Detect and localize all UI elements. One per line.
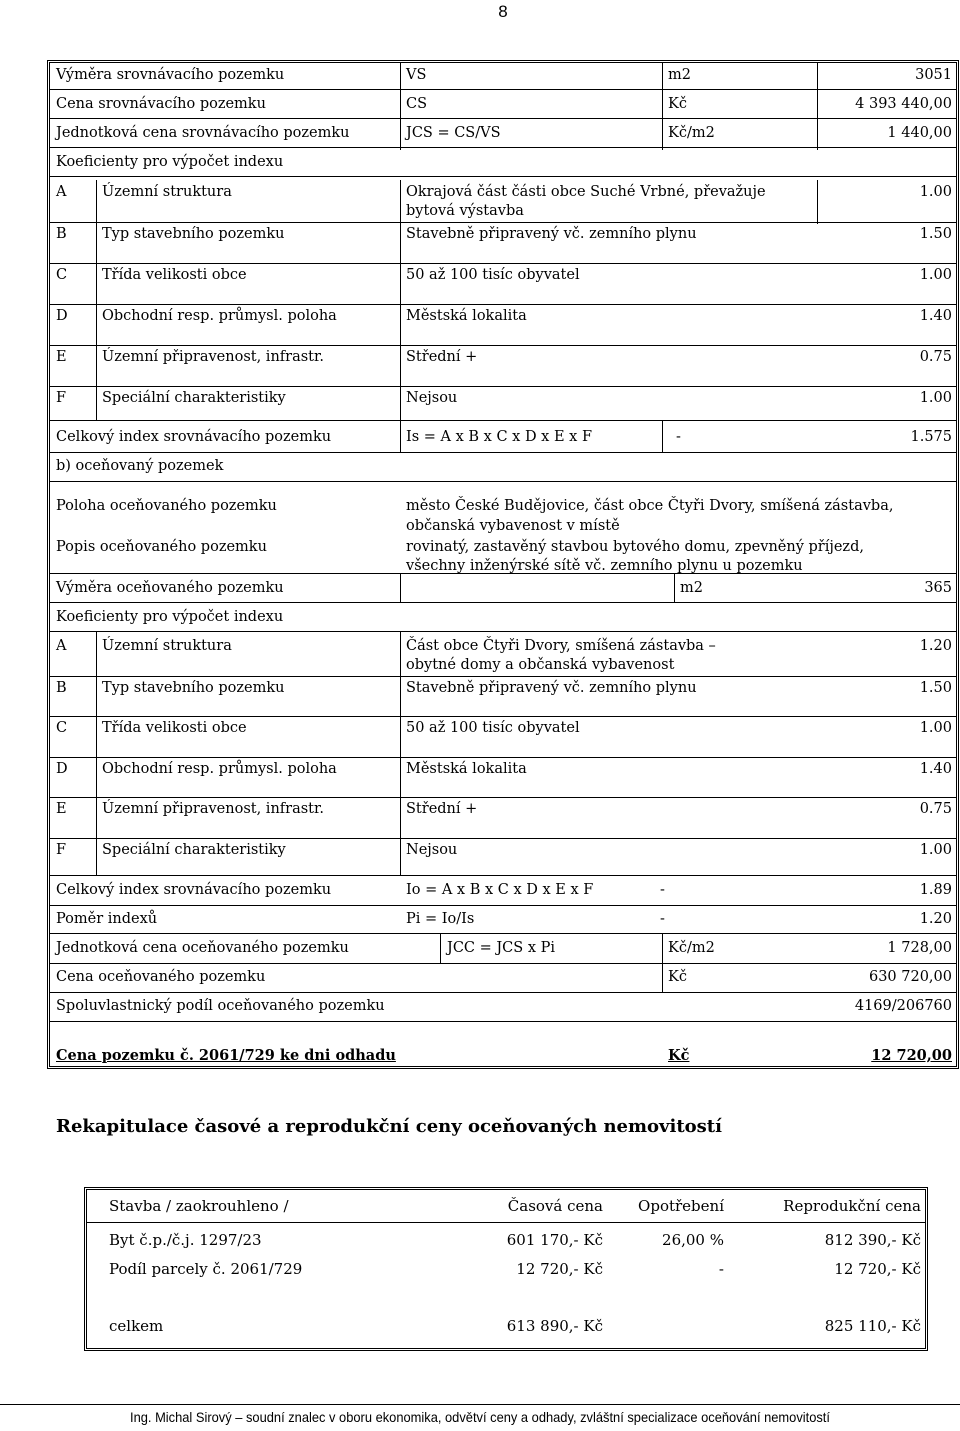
row-divider [50,222,956,223]
coef-desc-f: Nejsou [406,390,458,406]
coef-letter-c: C [56,267,68,283]
valued-price-value: 630 720,00 [868,969,952,985]
row-divider [50,452,956,453]
coef-letter-d: D [56,308,68,324]
footer-divider [0,1404,960,1405]
coef-name-f: Speciální charakteristiky [102,390,286,406]
cs-label: Cena srovnávacího pozemku [56,96,266,112]
row-divider [50,933,956,934]
recap-row-1-repro-price: 12 720,- Kč [834,1260,921,1278]
valued-coef-name-b: Typ stavebního pozemku [102,680,285,696]
row-divider [50,716,956,717]
recap-header-building: Stavba / zaokrouhleno / [109,1197,289,1215]
area-unit: m2 [680,580,703,596]
valued-coef-value-c: 1.00 [919,720,952,736]
coef-letter-b: B [56,226,67,242]
valued-coef-value-a: 1.20 [919,638,952,654]
jcs-label: Jednotková cena srovnávacího pozemku [56,125,350,141]
valued-coef-desc-f: Nejsou [406,842,458,858]
row-divider [50,89,956,90]
coef-desc-c: 50 až 100 tisíc obyvatel [406,267,580,283]
row-divider [50,420,956,421]
recap-header-divider [87,1222,925,1223]
valued-coef-value-f: 1.00 [919,842,952,858]
valued-coef-desc-d: Městská lokalita [406,761,527,777]
coef-value-b: 1.50 [919,226,952,242]
comparison-index-label: Celkový index srovnávacího pozemku [56,429,332,445]
vs-symbol: VS [406,67,427,83]
row-divider [50,905,956,906]
coef-title: Koeficienty pro výpočet indexu [56,154,284,170]
ratio-unit: - [660,911,665,927]
recap-title: Rekapitulace časové a reprodukční ceny oceňovaných nemovitostí [56,1116,722,1137]
valued-coef-value-b: 1.50 [919,680,952,696]
valued-coef-title: Koeficienty pro výpočet indexu [56,609,284,625]
recap-row-1-time-price: 12 720,- Kč [516,1260,603,1278]
row-divider [50,263,956,264]
valued-coef-desc-c: 50 až 100 tisíc obyvatel [406,720,580,736]
comparison-index-value: 1.575 [910,429,952,445]
coef-value-d: 1.40 [919,308,952,324]
area-value: 365 [924,580,952,596]
page-number: 8 [498,2,508,21]
valued-coef-name-c: Třída velikosti obce [102,720,247,736]
coef-name-d: Obchodní resp. průmysl. poloha [102,308,337,324]
valued-coef-name-e: Územní připravenost, infrastr. [102,801,324,817]
row-divider [50,631,956,632]
recap-table [84,1187,928,1351]
valued-price-label: Cena oceňovaného pozemku [56,969,266,985]
location-label: Poloha oceňovaného pozemku [56,498,277,514]
recap-header-repro-price: Reprodukční cena [783,1197,921,1215]
recap-row-0-wear: 26,00 % [662,1231,724,1249]
recap-header-time-price: Časová cena [507,1197,603,1215]
comparison-index-formula: Is = A x B x C x D x E x F [406,429,593,445]
coef-letter-a: A [56,184,67,200]
jcs-unit: Kč/m2 [668,125,715,141]
coef-desc-d: Městská lokalita [406,308,527,324]
column-divider [400,573,401,602]
valued-coef-letter-d: D [56,761,68,777]
share-value: 4169/206760 [854,998,952,1014]
recap-row-0-time-price: 601 170,- Kč [506,1231,603,1249]
column-divider [817,63,818,150]
row-divider [50,345,956,346]
coef-letter-e: E [56,349,67,365]
row-divider [50,573,956,574]
valuation-table [47,60,959,1069]
valued-coef-desc-b: Stavebně připravený vč. zemního plynu [406,680,697,696]
row-divider [50,304,956,305]
final-price-label: Cena pozemku č. 2061/729 ke dni odhadu [56,1047,396,1064]
ratio-label: Poměr indexů [56,911,158,927]
column-divider [674,573,675,602]
recap-row-1-wear: - [718,1260,724,1278]
column-divider [96,180,97,420]
valued-coef-value-e: 0.75 [919,801,952,817]
coef-letter-f: F [56,390,67,406]
coef-value-c: 1.00 [919,267,952,283]
row-divider [50,118,956,119]
row-divider [50,676,956,677]
final-price-unit: Kč [668,1047,690,1064]
coef-desc-a: Okrajová část části obce Suché Vrbné, převažuje [406,184,766,200]
coef-value-a: 1.00 [919,184,952,200]
jcs-symbol: JCS = CS/VS [406,125,501,141]
row-divider [50,838,956,839]
row-divider [50,757,956,758]
column-divider [400,420,401,452]
coef-name-c: Třída velikosti obce [102,267,247,283]
row-divider [50,992,956,993]
recap-header-wear: Opotřebení [638,1197,724,1215]
coef-value-f: 1.00 [919,390,952,406]
recap-row-1-building: Podíl parcely č. 2061/729 [109,1260,303,1278]
jcc-label: Jednotková cena oceňovaného pozemku [56,940,349,956]
location-value-2: občanská vybavenost v místě [406,518,620,534]
row-divider [50,875,956,876]
valued-index-value: 1.89 [919,882,952,898]
coef-name-b: Typ stavebního pozemku [102,226,285,242]
column-divider [400,180,401,420]
column-divider [96,631,97,875]
vs-value: 3051 [915,67,952,83]
column-divider [817,180,818,224]
valued-coef-name-d: Obchodní resp. průmysl. poloha [102,761,337,777]
valued-coef-letter-b: B [56,680,67,696]
valued-coef-desc2-a: obytné domy a občanská vybavenost [406,657,675,673]
recap-row-0-repro-price: 812 390,- Kč [824,1231,921,1249]
share-label: Spoluvlastnický podíl oceňovaného pozemku [56,998,385,1014]
valued-price-unit: Kč [668,969,687,985]
valued-coef-desc-a: Část obce Čtyři Dvory, smíšená zástavba – [406,638,716,654]
coef-desc2-a: bytová výstavba [406,203,524,219]
vs-unit: m2 [668,67,691,83]
recap-total-building: celkem [109,1317,164,1335]
final-price-value: 12 720,00 [871,1047,952,1064]
description-value-2: všechny inženýrské sítě vč. zemního plynu u pozemku [406,558,803,574]
recap-row-0-building: Byt č.p./č.j. 1297/23 [109,1231,262,1249]
location-value: město České Budějovice, část obce Čtyři Dvory, smíšená zástavba, [406,498,894,514]
description-value: rovinatý, zastavěný stavbou bytového domu, zpevněný příjezd, [406,539,864,555]
cs-unit: Kč [668,96,687,112]
comparison-index-unit: - [676,429,681,445]
vs-label: Výměra srovnávacího pozemku [56,67,285,83]
coef-name-a: Územní struktura [102,184,232,200]
row-divider [50,176,956,177]
valued-coef-letter-c: C [56,720,68,736]
valued-index-formula: Io = A x B x C x D x E x F [406,882,594,898]
valued-coef-desc-e: Střední + [406,801,478,817]
valued-coef-letter-e: E [56,801,67,817]
coef-value-e: 0.75 [919,349,952,365]
row-divider [50,602,956,603]
valued-coef-letter-a: A [56,638,67,654]
cs-symbol: CS [406,96,428,112]
row-divider [50,386,956,387]
row-divider [50,481,956,482]
jcs-value: 1 440,00 [887,125,952,141]
area-label: Výměra oceňovaného pozemku [56,580,284,596]
column-divider [400,631,401,875]
coef-desc-b: Stavebně připravený vč. zemního plynu [406,226,697,242]
column-divider [662,63,663,150]
column-divider [440,933,441,963]
coef-desc-e: Střední + [406,349,478,365]
valued-index-unit: - [660,882,665,898]
row-divider [50,147,956,148]
cs-value: 4 393 440,00 [855,96,952,112]
column-divider [662,420,663,452]
valued-coef-name-a: Územní struktura [102,638,232,654]
jcc-formula: JCC = JCS x Pi [447,940,555,956]
recap-total-time-price: 613 890,- Kč [506,1317,603,1335]
row-divider [50,963,956,964]
coef-name-e: Územní připravenost, infrastr. [102,349,324,365]
section-b-label: b) oceňovaný pozemek [56,458,224,474]
jcc-unit: Kč/m2 [668,940,715,956]
valued-coef-value-d: 1.40 [919,761,952,777]
valued-index-label: Celkový index srovnávacího pozemku [56,882,332,898]
row-divider [50,1021,956,1022]
valued-coef-name-f: Speciální charakteristiky [102,842,286,858]
footer-text: Ing. Michal Sirový – soudní znalec v oboru ekonomika, odvětví ceny a odhady, zvláštní specializace oceňování nemovitostí [130,1409,830,1425]
row-divider [50,797,956,798]
description-label: Popis oceňovaného pozemku [56,539,267,555]
recap-total-repro-price: 825 110,- Kč [824,1317,921,1335]
valued-coef-letter-f: F [56,842,67,858]
ratio-formula: Pi = Io/Is [406,911,475,927]
jcc-value: 1 728,00 [887,940,952,956]
ratio-value: 1.20 [919,911,952,927]
column-divider [400,63,401,150]
